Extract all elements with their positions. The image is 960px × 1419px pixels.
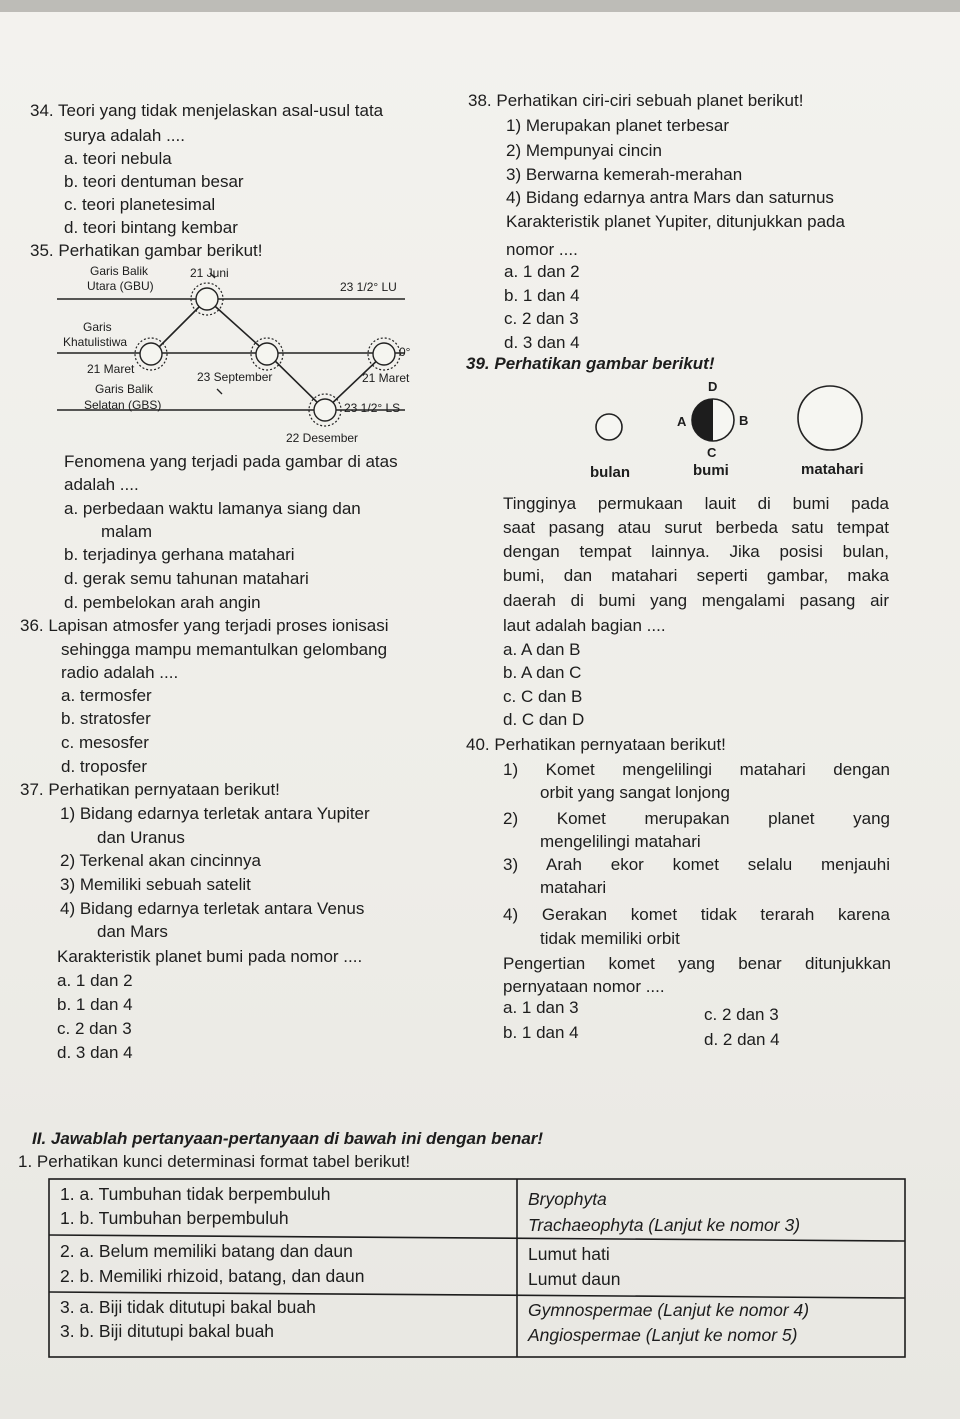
q37-stem: Karakteristik planet bumi pada nomor .... [57,947,363,966]
q36-line1: 36. Lapisan atmosfer yang terjadi proses ionisasi [20,616,389,635]
q40-option-c: c. 2 dan 3 [704,1005,779,1024]
q38-option-c: c. 2 dan 3 [504,309,579,328]
table-row2-left-b: 2. b. Memiliki rhizoid, batang, dan daun [60,1266,365,1286]
q34-option-b: b. teori dentuman besar [64,172,244,191]
q37-statement-1a: 1) Bidang edarnya terletak antara Yupiter [60,804,370,823]
q40-statement-3b: matahari [540,878,607,897]
q36-option-c: c. mesosfer [61,733,149,752]
label-kh-1: Garis [83,320,112,334]
table-row2-left-a: 2. a. Belum memiliki batang dan daun [60,1241,353,1261]
q39-paragraph-1: Tingginya permukaan lauit di bumi pada [503,494,889,513]
q38-statement-4: 4) Bidang edarnya antra Mars dan saturnus [506,188,834,207]
table-row1-left-a: 1. a. Tumbuhan tidak berpembuluh [60,1184,331,1204]
q40-statement-1a: 1) Komet mengelilingi matahari dengan [503,760,890,779]
q40-stem2: pernyataan nomor .... [503,977,665,996]
q37-option-c: c. 2 dan 3 [57,1019,132,1038]
label-gbu-2: Utara (GBU) [87,279,154,293]
label-september: 23 September [197,370,273,384]
trachaeophyta-text: Trachaeophyta (Lanjut ke nomor 3) [528,1215,801,1235]
q39-title: 39. Perhatikan gambar berikut! [466,354,715,373]
caption-sun: matahari [801,461,864,478]
q34-option-d: d. teori bintang kembar [64,218,238,237]
q39-paragraph-2: saat pasang atau surut berbeda satu tempat [503,518,889,537]
sun-icon-march-right [368,338,400,370]
moon-earth-sun-diagram [585,380,875,460]
q35-option-d: d. pembelokan arah angin [64,593,261,612]
table-row2-right-a: Lumut hati [528,1244,610,1264]
q37-statement-4a: 4) Bidang edarnya terletak antara Venus [60,899,365,918]
section2-title: II. Jawablah pertanyaan-pertanyaan di bawah ini dengan benar! [32,1129,544,1148]
q38-option-a: a. 1 dan 2 [504,262,580,281]
determination-key-table [48,1178,906,1358]
q38-option-d: d. 3 dan 4 [504,333,580,352]
q40-option-a: a. 1 dan 3 [503,998,579,1017]
q40-statement-2a: 2) Komet merupakan planet yang [503,809,890,828]
label-gbs-2: Selatan (GBS) [84,398,162,412]
label-c: C [707,445,717,460]
q35-stem2: adalah .... [64,475,139,494]
q39-option-d: d. C dan D [503,710,585,729]
q36-option-b: b. stratosfer [61,709,151,728]
q37-statement-1b: dan Uranus [97,828,185,847]
q34-option-c: c. teori planetesimal [64,195,216,214]
q39-option-b: b. A dan C [503,663,582,682]
label-lu: 23 1/2° LU [340,280,397,294]
q40-stem1: Pengertian komet yang benar ditunjukkan [503,954,891,973]
label-gbs-1: Garis Balik [95,382,154,396]
q37-statement-4b: dan Mars [97,922,168,941]
q38-option-b: b. 1 dan 4 [504,286,580,305]
table-row1-right-b [528,1213,800,1237]
q40-title: 40. Perhatikan pernyataan berikut! [466,735,726,754]
q37-option-d: d. 3 dan 4 [57,1043,133,1062]
caption-earth: bumi [693,462,729,479]
label-march-right: 21 Maret [362,371,410,385]
label-gbu-1: Garis Balik [90,264,149,278]
q40-statement-4b: tidak memiliki orbit [540,929,680,948]
table-row1-right-a: Bryophyta [528,1189,607,1209]
q37-option-a: a. 1 dan 2 [57,971,133,990]
q38-stem1: Karakteristik planet Yupiter, ditunjukkan pada [506,212,845,231]
q34-line1: 34. Teori yang tidak menjelaskan asal-usul tata [30,101,384,120]
label-a: A [677,414,687,429]
table-row3-left-b: 3. b. Biji ditutupi bakal buah [60,1321,275,1341]
section2-q1: 1. Perhatikan kunci determinasi format tabel berikut! [18,1152,411,1171]
label-june: 21 Juni [190,266,229,280]
q38-title: 38. Perhatikan ciri-ciri sebuah planet berikut! [468,91,804,110]
q39-paragraph-5: daerah di bumi yang mengalami pasang air [503,591,889,610]
q35-option-a-2: malam [101,522,153,541]
q39-option-c: c. C dan B [503,687,583,706]
q36-option-a: a. termosfer [61,686,152,705]
q36-line2: sehingga mampu memantulkan gelombang [61,640,388,659]
q38-statement-2: 2) Mempunyai cincin [506,141,662,160]
label-deg0: 0° [399,345,411,359]
moon-icon [596,414,622,440]
q35-title: 35. Perhatikan gambar berikut! [30,241,263,260]
q39-paragraph-6: laut adalah bagian .... [503,616,666,635]
label-b: B [739,413,749,428]
q40-statement-4a: 4) Gerakan komet tidak terarah karena [503,905,890,924]
q40-statement-1b: orbit yang sangat lonjong [540,783,730,802]
q40-statement-3a: 3) Arah ekor komet selalu menjauhi [503,855,890,874]
label-december: 22 Desember [286,431,359,445]
q38-statement-3: 3) Berwarna kemerah-merahan [506,165,743,184]
q39-option-a: a. A dan B [503,640,581,659]
q39-paragraph-3: dengan tempat lainnya. Jika posisi bulan, [503,542,889,561]
q37-title: 37. Perhatikan pernyataan berikut! [20,780,280,799]
sun-icon-june [191,283,223,315]
table-row3-left-a: 3. a. Biji tidak ditutupi bakal buah [60,1297,316,1317]
q35-option-c: d. gerak semu tahunan matahari [64,569,309,588]
q36-line3: radio adalah .... [61,663,179,682]
table-row2-right-b: Lumut daun [528,1269,621,1289]
page-top-edge [0,0,960,12]
earth-icon [692,399,734,441]
caption-moon: bulan [590,464,630,481]
q34-option-a: a. teori nebula [64,149,172,168]
q35-option-b: b. terjadinya gerhana matahari [64,545,295,564]
q39-paragraph-4: bumi, dan matahari seperti gambar, maka [503,566,889,585]
table-row3-right-b: Angiospermae (Lanjut ke nomor 5) [528,1325,798,1345]
q34-line2: surya adalah .... [64,126,185,145]
q40-statement-2b: mengelilingi matahari [540,832,701,851]
q37-statement-3: 3) Memiliki sebuah satelit [60,875,251,894]
q40-option-d: d. 2 dan 4 [704,1030,780,1049]
q36-option-d: d. troposfer [61,757,147,776]
q38-statement-1: 1) Merupakan planet terbesar [506,116,730,135]
q35-stem1: Fenomena yang terjadi pada gambar di atas [64,452,398,471]
q37-statement-2: 2) Terkenal akan cincinnya [60,851,261,870]
label-kh-2: Khatulistiwa [63,335,128,349]
q40-option-b: b. 1 dan 4 [503,1023,579,1042]
q38-stem2: nomor .... [506,240,578,259]
table-row3-right-a: Gymnospermae (Lanjut ke nomor 4) [528,1300,810,1320]
q35-option-a-1: a. perbedaan waktu lamanya siang dan [64,499,361,518]
table-row1-left-b: 1. b. Tumbuhan berpembuluh [60,1208,289,1228]
label-d: D [708,379,718,394]
label-ls: 23 1/2° LS [344,401,401,415]
label-march-left: 21 Maret [87,362,135,376]
sun-icon [798,386,862,450]
q37-option-b: b. 1 dan 4 [57,995,133,1014]
